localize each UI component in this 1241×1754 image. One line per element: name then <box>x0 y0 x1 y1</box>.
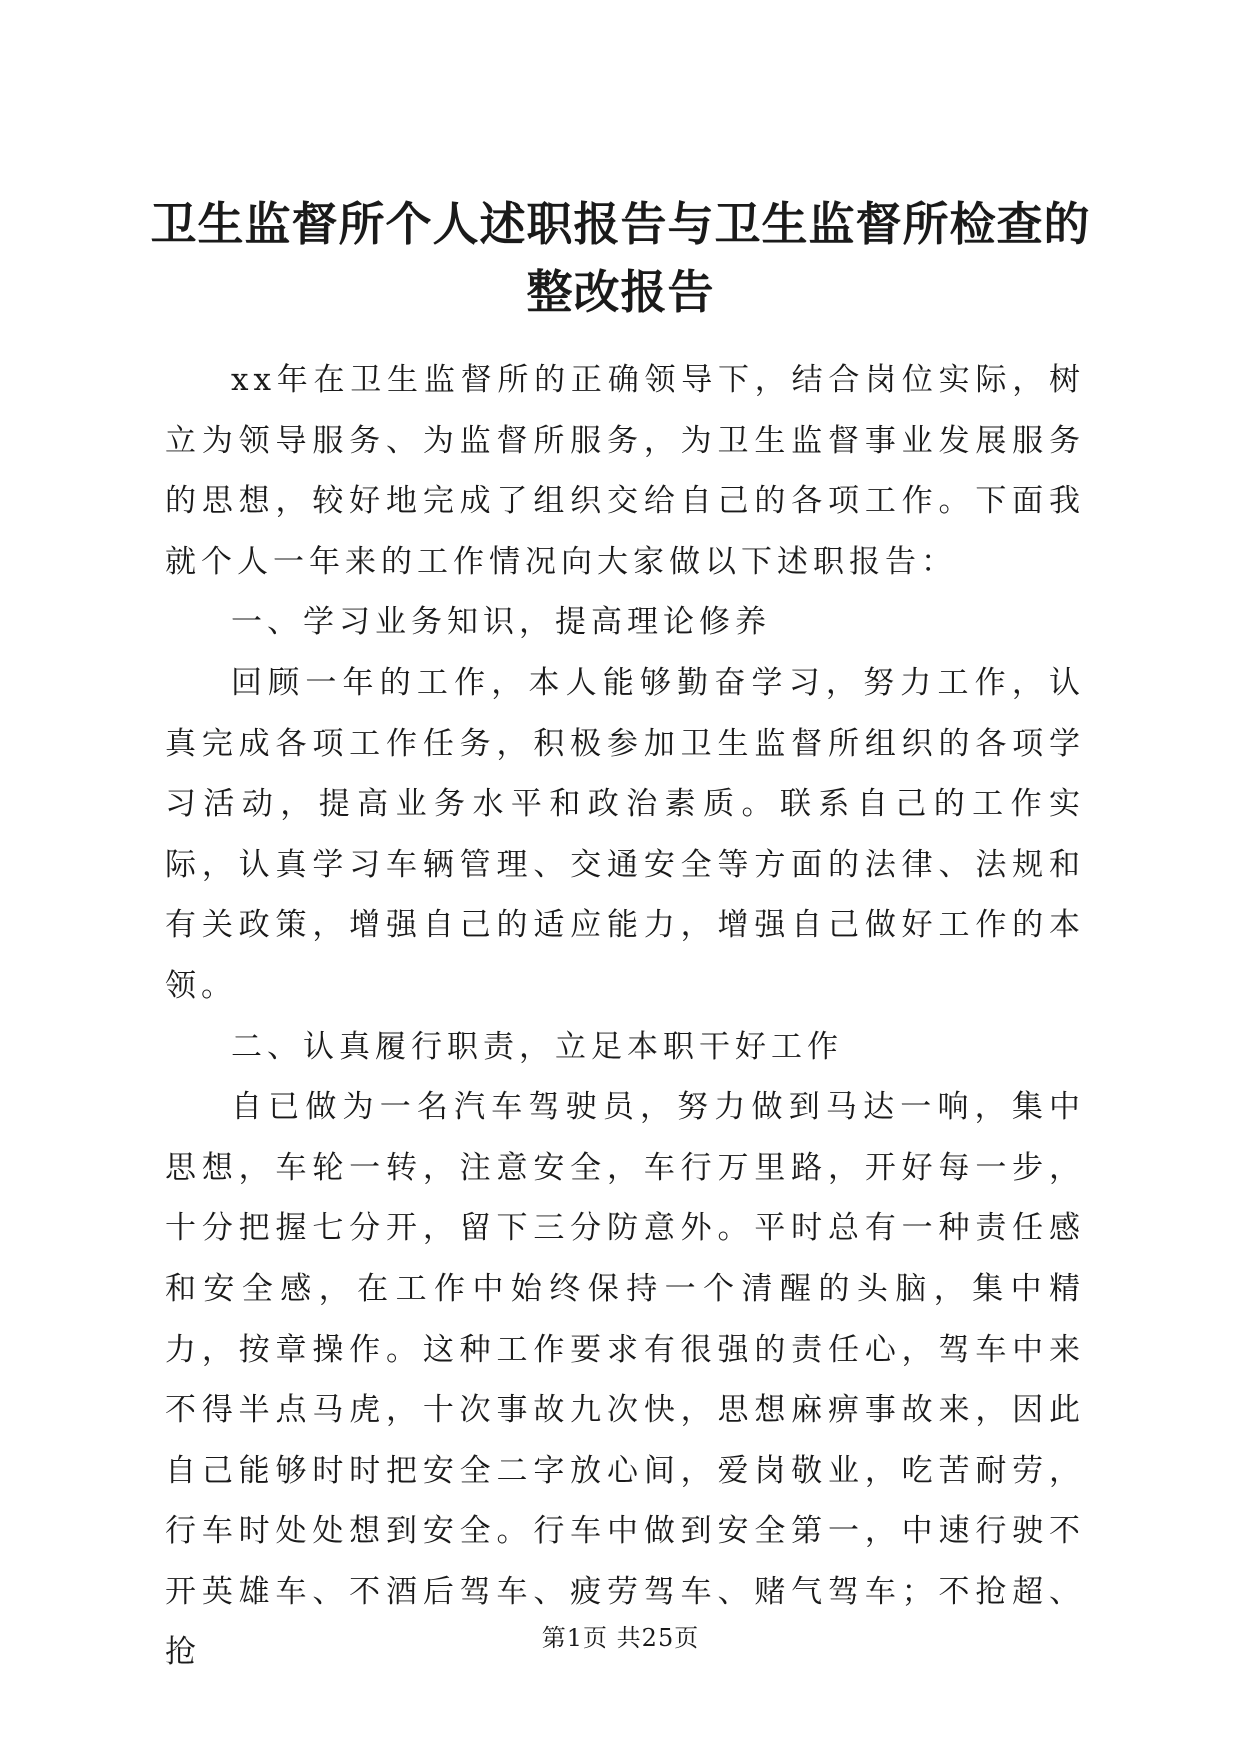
paragraph-study: 回顾一年的工作，本人能够勤奋学习，努力工作，认真完成各项工作任务，积极参加卫生监督所组织的各项学习活动，提高业务水平和政治素质。联系自己的工作实际，认真学习车辆管理、交通安全等方面的法律、法规和有关政策，增强自己的适应能力，增强自己做好工作的本领。 <box>165 664 1085 1004</box>
paragraph-duty: 自已做为一名汽车驾驶员，努力做到马达一响，集中思想，车轮一转，注意安全，车行万里路，开好每一步，十分把握七分开，留下三分防意外。平时总有一种责任感和安全感，在工作中始终保持一个清醒的头脑，集中精力，按章操作。这种工作要求有很强的责任心，驾车中来不得半点马虎，十次事故九次快，思想麻痹事故来，因此自己能够时时把安全二字放心间，爱岗敬业，吃苦耐劳，行车时处处想到安全。行车中做到安全第一，中速行驶不开英雄车、不酒后驾车、疲劳驾车、赌气驾车；不抢超、抢 <box>165 1089 1085 1671</box>
section-heading-2: 二、认真履行职责，立足本职干好工作 <box>231 1028 843 1065</box>
title-line-2: 整改报告 <box>526 265 715 319</box>
section-heading-1: 一、学习业务知识，提高理论修养 <box>231 604 771 641</box>
document-body <box>165 350 1085 1683</box>
title-line-1: 卫生监督所个人述职报告与卫生监督所检查的 <box>150 197 1091 251</box>
document-title <box>150 190 1091 326</box>
page-number-footer: 第1页 共25页 <box>541 1624 700 1652</box>
paragraph-intro: xx年在卫生监督所的正确领导下，结合岗位实际，树立为领导服务、为监督所服务，为卫生监督事业发展服务的思想，较好地完成了组织交给自己的各项工作。下面我就个人一年来的工作情况向大家做以下述职报告： <box>165 362 1085 580</box>
